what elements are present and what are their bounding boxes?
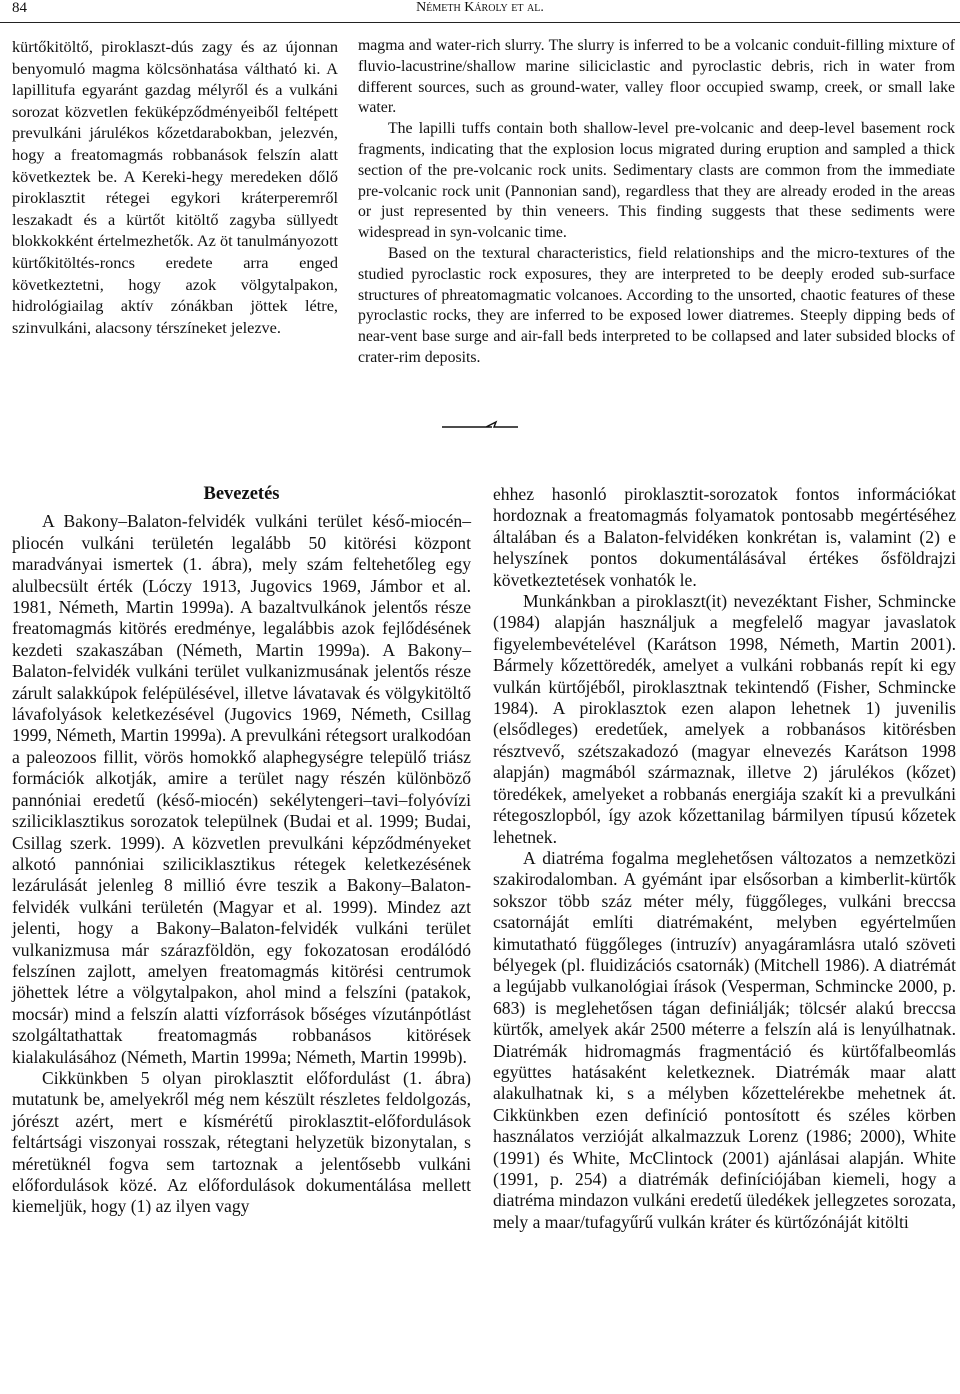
running-head	[0, 0, 960, 16]
section-title: Bevezetés	[203, 484, 280, 504]
header-rule	[0, 22, 960, 23]
body-paragraph-1: A Bakony–Balaton-felvidék vulkáni terület késő-miocén–pliocén vulkáni területén legalább 50 kitörési központ maradványai ismertek (1. ábra), mely szám feltehetőleg egy alulbecsült érték (Lóczy 1913, Jugovics 1969, Jámbor et al. 1981, Németh, Martin 1999a). A bazaltvulkánok jelentős része freatomagmás kitörés eredménye, legalábbis azok fejlődésének kezdeti szakaszában (Németh, Martin 1999a). A Bakony–Balaton-felvidék vulkáni terület vulkanizmusának jelentős része zárult salakkúpok felépülésével, illetve lávatavak és völgykitöltő lávafolyások keletkezésével (Jugovics 1969, Németh, Csillag 1999, Németh, Martin 1999a). A prevulkáni rétegsort uralkodóan a paleozoos fillit, vörös homokkő alaphegységre települő triász formációk alkotják, amire a terület nagy részén különböző pannóniai eredetű (késő-miocén) sekélytengeri–tavi–folyóvízi sziliciklasztikus sorozatok települnek (Budai et al. 1999; Budai, Csillag szerk. 1999). A közvetlen prevulkáni képződményeket alkotó pannóniai sziliciklasztikus rétegek keletkezésének lezárulását jelenleg 8 millió évre teszik a Bakony–Balaton-felvidék vulkáni területén (Magyar et al. 1999). Mindez azt jelenti, hogy a Bakony–Balaton-felvidék vulkáni terület vulkanizmusa már szárazföldön, egy fokozatosan erodálódó felszínen zajlott, amelyen freatomagmás kitörési centrumok jöhettek létre a völgytalpakon, ahol mind a felszíni (patakok, mocsár) mind a felszín alatti vízforrások bőséges vízutánpótlást szolgáltathattak freatomagmás robbanásos kitörések kialakulásához (Németh, Martin 1999a; Németh, Martin 1999b).	[12, 511, 471, 1067]
abstract-en-paragraph-3: Based on the textural characteristics, field relationships and the micro-textures of the studied pyroclastic rock exposures, they are interpreted to be deeply eroded sub-surface structures of phreatomagmatic volcanoes. According to the unsorted, chaotic features of these pyroclastic rocks, they are inferred to be exposed lower diatremes. Steeply dipping beds of near-vent base surge and air-fall beds interpreted to be collapsed and later subsided blocks of crater-rim deposits.	[358, 244, 955, 366]
page-number: 84	[12, 0, 27, 16]
abstract-en-paragraph-1: magma and water-rich slurry. The slurry is inferred to be a volcanic conduit-filling mixture of fluvio-lacustrine/shallow marine siliciclastic and pyroclastic debris, rich in water from different sources, such as ground-water, valley floor occupied swamp, creek, or small lake water.	[358, 37, 955, 117]
abstract-hungarian	[12, 36, 338, 338]
body-paragraph-5: A diatréma fogalma meglehetősen változatos a nemzetközi szakirodalomban. A gyémánt ipar elsősorban a kimberlit-kürtők sokszor több száz méter mély, függőleges, vulkáni breccsa csatornáját említi diatrémaként, melyben egyértelműen kimutatható függőleges (intruzív) anyagáramlásra utaló szöveti bélyegek (pl. fluidizációs csatornák) (Mitchell 1986). A diatrémát a legújabb vulkanológiai írások (Vesperman, Schmincke 2000, p. 683) is meglehetősen tágan definiálják; tölcsér alakú breccsa kürtők, amelyek akár 2500 méterre a felszín alá is lenyúlhatnak. Diatrémák hidromagmás fragmentáció és kürtőfalbeomlás együttes hatásaként keletkeznek. Diatrémák maar alatt alakulhatnak ki, s a mélyben kőzettelérekbe mehetnek át. Cikkünkben ezen definíció pontosított és széles körben használatos verzióját alkalmazzuk Lorenz (1986; 2000), White (1991) és White, McClintock (2001) ajánlásai alapján. White (1991, p. 254) a diatrémák definíciójában kiemeli, hogy a diatréma mindazon vulkáni eredetű üledékek jellegzetes sorozata, mely a maar/tufagyűrű vulkán kráter és kürtőzónáját kitölti	[493, 847, 956, 1232]
body-left-column	[12, 484, 471, 1218]
body-paragraph-4: Munkánkban a piroklaszt(it) nevezéktant Fisher, Schmincke (1984) alapján használjuk a megfelelő magyar javaslatok figyelembevételével (Karátson 1998, Németh, Martin 2001). Bármely kőzettöredék, amelyet a vulkáni robbanás repít ki egy vulkán kürtőjéből, piroklasztnak tekintendő (Fisher, Schmincke 1984). A piroklasztok ezen alapon lehetnek 1) juvenilis (elsődleges) eredetűek, amelyek a robbanásos kitörésben résztvevő, szétszakadozó (magyar elnevezés Karátson 1998 alapján) magmából származnak, illetve 2) járulékos (kőzet) töredékek, amelyeket a robbanás energiája szakít ki a prevulkáni rétegoszlopból, így azok kőzettanilag bármilyen típusú kőzetek lehetnek.	[493, 591, 956, 847]
running-head-author: Németh Károly et al.	[416, 0, 544, 15]
section-separator-ornament	[440, 416, 520, 432]
body-right-column	[493, 484, 956, 1233]
abstract-english	[358, 36, 955, 369]
abstract-en-paragraph-2: The lapilli tuffs contain both shallow-level pre-volcanic and deep-level basement rock fragments, indicating that the explosion locus migrated during eruption and sampled a thick section of the pre-volcanic rock units. Sedimentary clasts are common from the immediate pre-volcanic rock unit (Pannonian sand), regardless that they are already eroded in the areas or just represented by thin veneers. This finding suggests that these sediments were widespread in syn-volcanic time.	[358, 120, 955, 242]
body-paragraph-3: ehhez hasonló piroklasztit-sorozatok fontos információkat hordoznak a freatomagmás folyamatok pontosabb megértéséhez általában és a Balaton-felvidéken konkrétan is, valamint (2) e helyszínek pontos dokumentálásával értékes ősföldrajzi következtetések vonhatók le.	[493, 484, 956, 590]
abstract-hu-paragraph: kürtőkitöltő, piroklaszt-dús zagy és az újonnan benyomuló magma kölcsönhatása váltható ki. A lapillitufa egyaránt gazdag mélyről és a vulkáni sorozat közvetlen feküképződményeiből feltépett prevulkáni járulékos kőzetdarabokban, jelezvén, hogy a freatomagmás robbanások felszín alatt következtek be. A Kereki-hegy meredeken dőlő piroklasztit rétegei egykori kráterperemről leszakadt és a kürtőt kitöltő zagyba süllyedt blokkokként értelmezhetők. Az öt tanulmányozott kürtőkitöltés-roncs eredete arra enged következtetni, hogy azok völgytalpakon, hidrológiailag aktív zónákban jöttek létre, szinvulkáni, alacsony térszíneket jelezve.	[12, 37, 338, 337]
body-paragraph-2: Cikkünkben 5 olyan piroklasztit előfordulást (1. ábra) mutatunk be, amelyekről még nem készült részletes feldolgozás, jórészt azért, mert e kísmérétű piroklasztit-előfordulások feltártsági viszonyai rosszak, rétegtani helyzetük bizonytalan, s méretüknél fogva sem tartoznak a jelentősebb vulkáni előfordulások közé. Az előfordulások dokumentálása mellett kiemeljük, hogy (1) az ilyen vagy	[12, 1067, 471, 1217]
